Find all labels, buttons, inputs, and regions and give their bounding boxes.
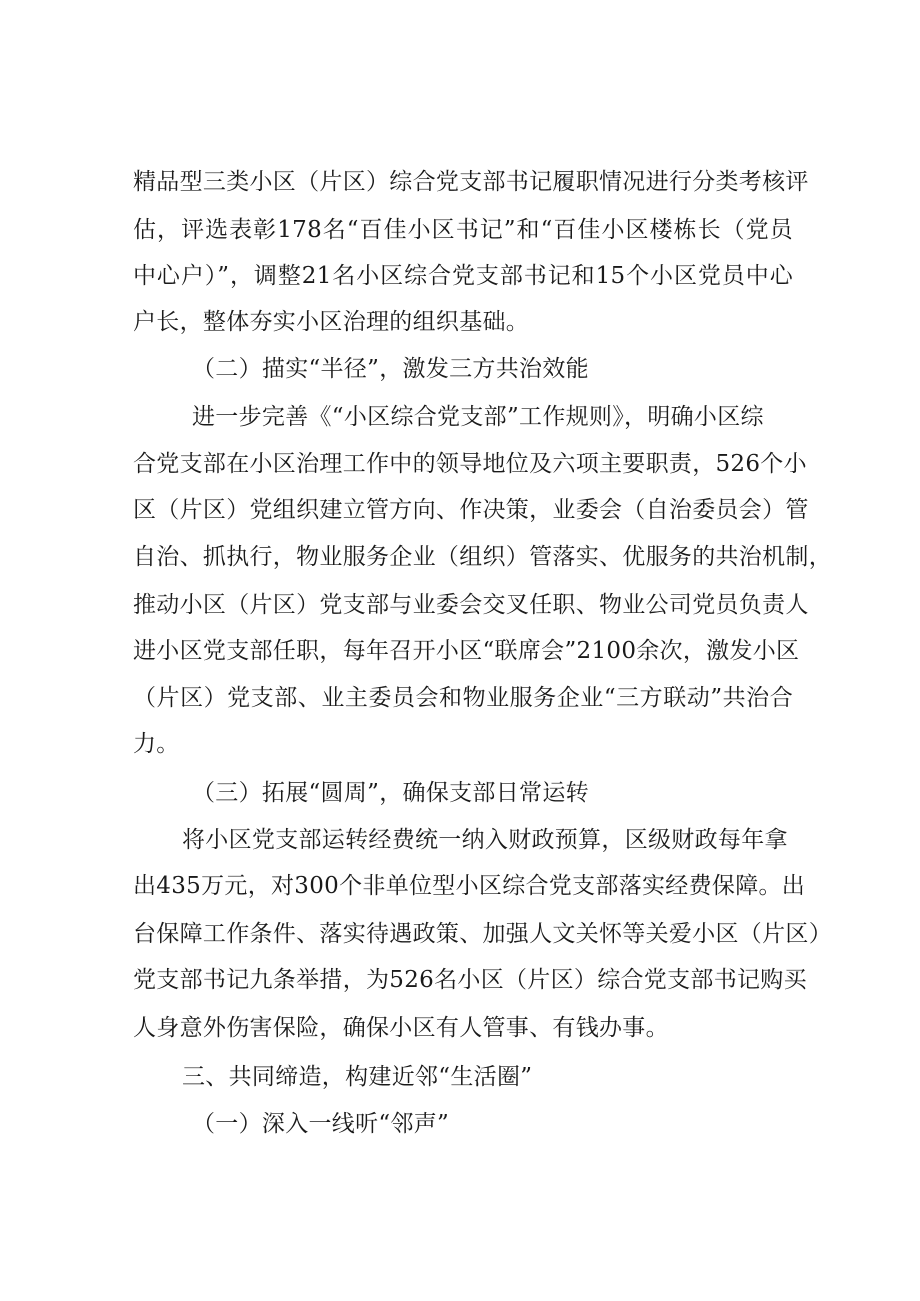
paragraph-line: 进一步完善《“小区综合党支部”工作规则》，明确小区综 bbox=[192, 404, 764, 430]
paragraph-line: 合党支部在小区治理工作中的领导地位及六项主要职责，526个小 bbox=[133, 451, 807, 477]
chapter-heading: 三、共同缔造，构建近邻“生活圈” bbox=[182, 1064, 533, 1090]
paragraph-line: 将小区党支部运转经费统一纳入财政预算，区级财政每年拿 bbox=[182, 827, 788, 853]
paragraph-line: 精品型三类小区（片区）综合党支部书记履职情况进行分类考核评 bbox=[133, 169, 809, 195]
paragraph-line: 估，评选表彰178名“百佳小区书记”和“百佳小区楼栋长（党员 bbox=[133, 217, 793, 243]
paragraph-line: 出435万元，对300个非单位型小区综合党支部落实经费保障。出 bbox=[133, 873, 806, 899]
paragraph-line: 区（片区）党组织建立管方向、作决策，业委会（自治委员会）管 bbox=[133, 497, 809, 523]
paragraph-line: 党支部书记九条举措，为526名小区（片区）综合党支部书记购买 bbox=[133, 967, 807, 993]
paragraph-line: 力。 bbox=[133, 731, 180, 757]
paragraph-line: 户长，整体夯实小区治理的组织基础。 bbox=[133, 309, 530, 335]
paragraph-line: 台保障工作条件、落实待遇政策、加强人文关怀等关爱小区（片区） bbox=[133, 921, 832, 947]
section-heading: （三）拓展“圆周”，确保支部日常运转 bbox=[192, 780, 589, 806]
paragraph-line: 自治、抓执行，物业服务企业（组织）管落实、优服务的共治机制， bbox=[133, 544, 832, 570]
paragraph-line: 推动小区（片区）党支部与业委会交叉任职、物业公司党员负责人 bbox=[133, 592, 809, 618]
paragraph-line: 人身意外伤害保险，确保小区有人管事、有钱办事。 bbox=[133, 1015, 669, 1041]
paragraph-line: 进小区党支部任职，每年召开小区“联席会”2100余次，激发小区 bbox=[133, 638, 800, 664]
section-heading: （二）描实“半径”，激发三方共治效能 bbox=[192, 356, 589, 382]
paragraph-line: （片区）党支部、业主委员会和物业服务企业“三方联动”共治合 bbox=[133, 685, 793, 711]
section-heading: （一）深入一线听“邻声” bbox=[192, 1111, 450, 1137]
paragraph-line: 中心户）”，调整21名小区综合党支部书记和15个小区党员中心 bbox=[133, 263, 793, 289]
